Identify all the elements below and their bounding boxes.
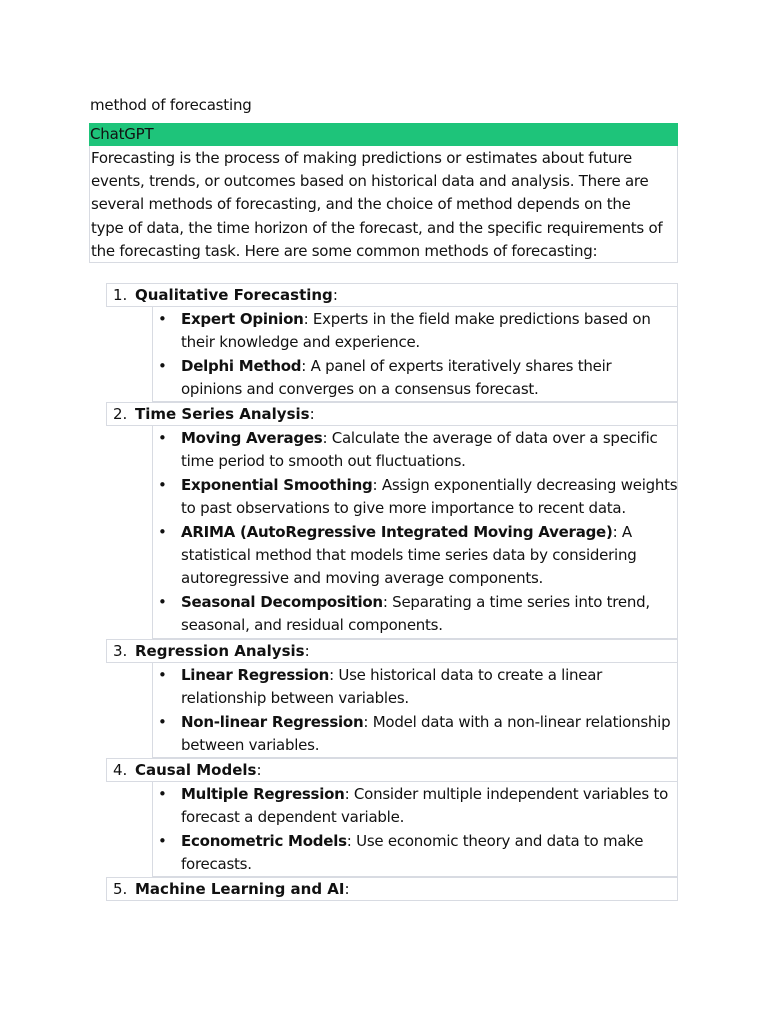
section-colon: : xyxy=(309,405,315,423)
section-title: Qualitative Forecasting xyxy=(135,286,333,304)
bullet-icon: • xyxy=(158,310,167,328)
sub-item-description: : A panel of experts iteratively shares their opinions and converges on a consensus forecast. xyxy=(181,356,612,398)
section-title: Causal Models xyxy=(135,761,257,779)
sub-item-text xyxy=(181,308,681,354)
list-number: 3. xyxy=(113,642,128,660)
bullet-icon: • xyxy=(158,831,167,850)
section-title: Time Series Analysis xyxy=(135,405,310,423)
sub-item-description: : Separating a time series into trend, seasonal, and residual components. xyxy=(181,593,650,635)
sub-list-item xyxy=(153,427,679,473)
list-number: 2. xyxy=(113,405,128,423)
section-heading xyxy=(135,284,338,307)
bullet-icon: • xyxy=(158,712,167,731)
list-number: 5. xyxy=(113,880,128,898)
section-heading xyxy=(135,640,310,663)
sub-list xyxy=(152,663,678,758)
sub-list-item xyxy=(153,711,679,757)
list-item-section xyxy=(106,283,678,307)
bullet-icon: • xyxy=(158,593,167,611)
sub-item-term: Delphi Method xyxy=(181,356,302,375)
sub-item-description: : Model data with a non-linear relationship between variables. xyxy=(181,712,671,754)
sub-item-term: Non-linear Regression xyxy=(181,712,364,731)
speaker-label: ChatGPT xyxy=(89,123,678,146)
sub-list-item xyxy=(153,783,679,829)
sub-item-term: Econometric Models xyxy=(181,831,347,850)
sub-item-description: : A statistical method that models time series data by considering autoregressive and moving average components. xyxy=(181,523,637,588)
sub-item-term: ARIMA (AutoRegressive Integrated Moving Average) xyxy=(181,523,613,541)
section-colon: : xyxy=(304,642,310,660)
sub-item-text xyxy=(181,711,681,757)
bullet-icon: • xyxy=(158,666,167,684)
section-title: Machine Learning and AI xyxy=(135,880,345,898)
section-heading xyxy=(135,759,262,782)
sub-item-term: Seasonal Decomposition xyxy=(181,593,383,611)
sub-item-description: : Experts in the field make predictions based on their knowledge and experience. xyxy=(181,310,651,352)
section-colon: : xyxy=(344,880,350,898)
sub-item-text xyxy=(181,783,681,829)
section-title: Regression Analysis xyxy=(135,642,305,660)
bullet-icon: • xyxy=(158,523,167,541)
section-heading xyxy=(135,878,350,901)
list-number: 1. xyxy=(113,286,128,304)
sub-item-term: Exponential Smoothing xyxy=(181,476,373,494)
sub-item-term: Expert Opinion xyxy=(181,310,304,328)
sub-item-term: Linear Regression xyxy=(181,666,330,684)
sub-list-item xyxy=(153,521,679,591)
sub-list-item xyxy=(153,830,679,876)
list-item-section xyxy=(106,402,678,426)
sub-item-term: Multiple Regression xyxy=(181,785,345,803)
sub-item-text xyxy=(181,664,681,710)
document-title: method of forecasting xyxy=(90,96,252,114)
sub-item-description: : Consider multiple independent variables to forecast a dependent variable. xyxy=(181,785,669,827)
sub-list-item xyxy=(153,664,679,710)
bullet-icon: • xyxy=(158,476,167,494)
sub-item-text xyxy=(181,591,681,637)
sub-list-item xyxy=(153,308,679,354)
bullet-icon: • xyxy=(158,356,167,375)
sub-item-description: : Assign exponentially decreasing weights to past observations to give more importance to recent data. xyxy=(181,476,678,518)
sub-item-term: Moving Averages xyxy=(181,429,323,447)
sub-item-text xyxy=(181,474,681,520)
sub-item-text xyxy=(181,521,681,591)
sub-list-item xyxy=(153,474,679,520)
sub-list-item xyxy=(153,591,679,637)
sub-item-text xyxy=(181,427,681,473)
sub-item-text xyxy=(181,355,681,401)
sub-item-description: : Use economic theory and data to make forecasts. xyxy=(181,831,644,873)
sub-item-description: : Use historical data to create a linear relationship between variables. xyxy=(181,666,603,708)
section-colon: : xyxy=(332,286,338,304)
bullet-icon: • xyxy=(158,429,167,447)
bullet-icon: • xyxy=(158,785,167,803)
sub-list xyxy=(152,307,678,402)
list-item-section xyxy=(106,639,678,663)
sub-item-description: : Calculate the average of data over a specific time period to smooth out fluctuations. xyxy=(181,429,658,471)
sub-list xyxy=(152,426,678,639)
section-heading xyxy=(135,403,315,426)
list-number: 4. xyxy=(113,761,128,779)
sub-item-text xyxy=(181,830,681,876)
list-item-section xyxy=(106,877,678,901)
list-item-section xyxy=(106,758,678,782)
sub-list-item xyxy=(153,355,679,401)
intro-paragraph: Forecasting is the process of making predictions or estimates about future events, trends, or outcomes based on historical data and analysis. There are several methods of forecasting, and the choice of method depends on the type of data, the time horizon of the forecast, and the specific requirements of the forecasting task. Here are some common methods of forecasting: xyxy=(89,146,678,263)
section-colon: : xyxy=(256,761,262,779)
sub-list xyxy=(152,782,678,877)
